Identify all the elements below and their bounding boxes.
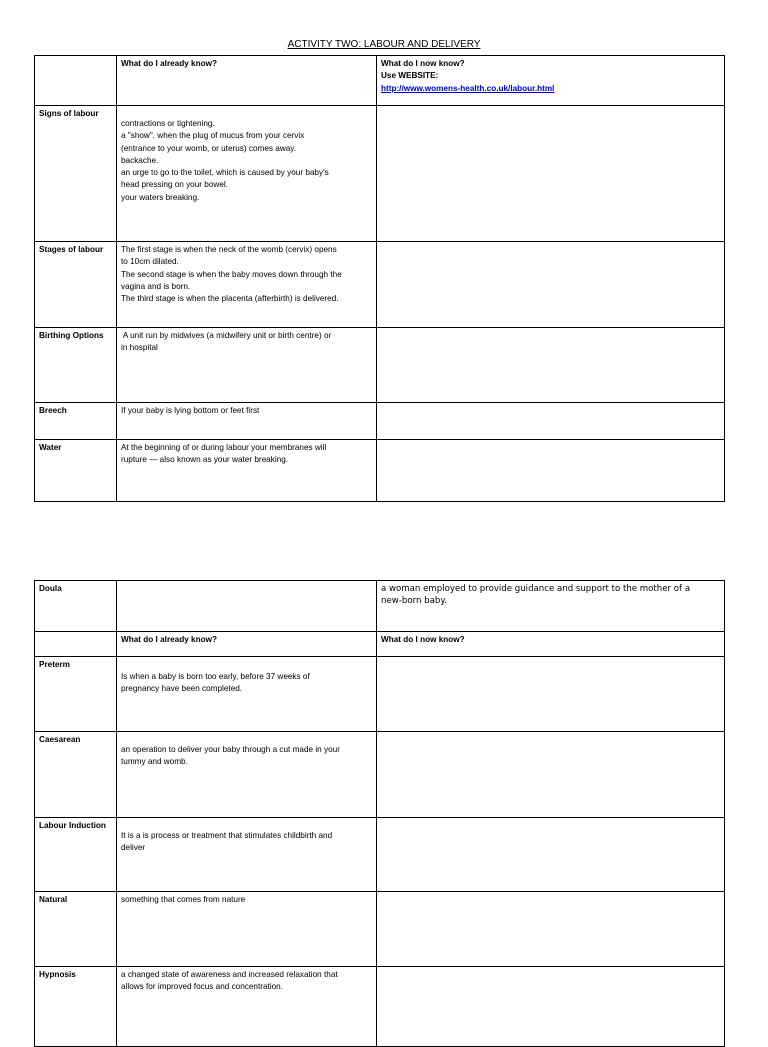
table-row [35,328,725,403]
already-know-cell [117,242,377,328]
already-know-cell [117,328,377,403]
table-row [35,818,725,892]
row-label-natural: Natural [35,892,117,967]
already-know-cell [117,967,377,1047]
already-know-cell [117,818,377,892]
now-know-header: What do I now know? [381,59,465,68]
already-know-cell [117,892,377,967]
answer-line: At the beginning of or during labour your membranes will [121,443,327,452]
answer-line: rupture — also known as your water breaking. [121,455,289,465]
already-know-cell[interactable] [117,581,377,632]
now-know-header: What do I now know? [377,632,725,657]
answer-line: to 10cm dilated. [121,257,179,267]
now-know-cell[interactable] [377,106,725,242]
website-link[interactable]: http://www.womens-health.co.uk/labour.html [381,83,555,93]
already-know-cell [117,440,377,502]
answer-line: It is a is process or treatment that stimulates childbirth and [121,831,333,840]
row-label-labour-induction: Labour Induction [35,818,117,892]
answer-line: deliver [121,843,146,853]
row-label-doula: Doula [35,581,117,632]
now-know-cell[interactable] [377,657,725,732]
answer-line: a "show", when the plug of mucus from your cervix [121,131,305,141]
already-know-header: What do I already know? [117,56,377,106]
now-know-cell [377,581,725,632]
answer-line: contractions or tightening. [121,119,215,128]
now-know-cell[interactable] [377,403,725,440]
empty-corner-cell [35,632,117,657]
answer-line: pregnancy have been completed. [121,684,243,694]
already-know-cell [117,106,377,242]
already-know-cell [117,403,377,440]
table-row [35,892,725,967]
now-know-cell[interactable] [377,732,725,818]
table-header-row [35,56,725,106]
row-label-breech: Breech [35,403,117,440]
answer-line: Is when a baby is born too early, before 37 weeks of [121,672,310,681]
answer-line: an operation to deliver your baby through a cut made in your [121,745,340,754]
answer-line: head pressing on your bowel. [121,180,228,190]
table-row [35,403,725,440]
answer-line: an urge to go to the toilet, which is caused by your baby's [121,168,329,178]
now-know-cell[interactable] [377,328,725,403]
now-know-cell[interactable] [377,242,725,328]
page-title: ACTIVITY TWO: LABOUR AND DELIVERY [287,39,481,50]
table-row [35,581,725,632]
table-row [35,967,725,1047]
now-know-cell[interactable] [377,818,725,892]
now-know-header-cell [377,56,725,106]
use-website-label: Use WEBSITE: [381,71,439,81]
answer-line: allows for improved focus and concentration. [121,982,284,992]
already-know-cell [117,657,377,732]
row-label-birthing-options: Birthing Options [35,328,117,403]
answer-line: The first stage is when the neck of the womb (cervix) opens [121,245,337,254]
answer-line: a woman employed to provide guidance and support to the mother of a [381,584,691,594]
answer-line: backache. [121,155,159,165]
answer-line: something that comes from nature [121,895,246,904]
row-label-caesarean: Caesarean [35,732,117,818]
answer-line: The third stage is when the placenta (afterbirth) is delivered. [121,294,339,304]
now-know-cell[interactable] [377,440,725,502]
row-label-water: Water [35,440,117,502]
answer-line: If your baby is lying bottom or feet first [121,406,260,415]
row-label-signs-of-labour: Signs of labour [35,106,117,242]
answer-line: vagina and is born. [121,281,191,291]
answer-line: tummy and womb. [121,757,188,767]
answer-line: new-born baby. [381,596,447,606]
now-know-cell[interactable] [377,967,725,1047]
table-row [35,657,725,732]
row-label-preterm: Preterm [35,657,117,732]
table-row [35,440,725,502]
answer-line: A unit run by midwives (a midwifery unit or birth centre) or [121,331,332,340]
row-label-hypnosis: Hypnosis [35,967,117,1047]
table-row [35,106,725,242]
answer-line: (entrance to your womb, or uterus) comes away. [121,143,297,153]
answer-line: in hospital [121,343,158,353]
row-label-stages-of-labour: Stages of labour [35,242,117,328]
already-know-cell [117,732,377,818]
table-row [35,732,725,818]
labour-delivery-table [34,55,725,502]
terms-table [34,580,725,1047]
empty-corner-cell [35,56,117,106]
answer-line: The second stage is when the baby moves down through the [121,269,342,279]
answer-line: your waters breaking. [121,192,200,202]
answer-line: a changed state of awareness and increased relaxation that [121,970,338,979]
now-know-cell[interactable] [377,892,725,967]
table-header-row [35,632,725,657]
table-row [35,242,725,328]
already-know-header: What do I already know? [117,632,377,657]
